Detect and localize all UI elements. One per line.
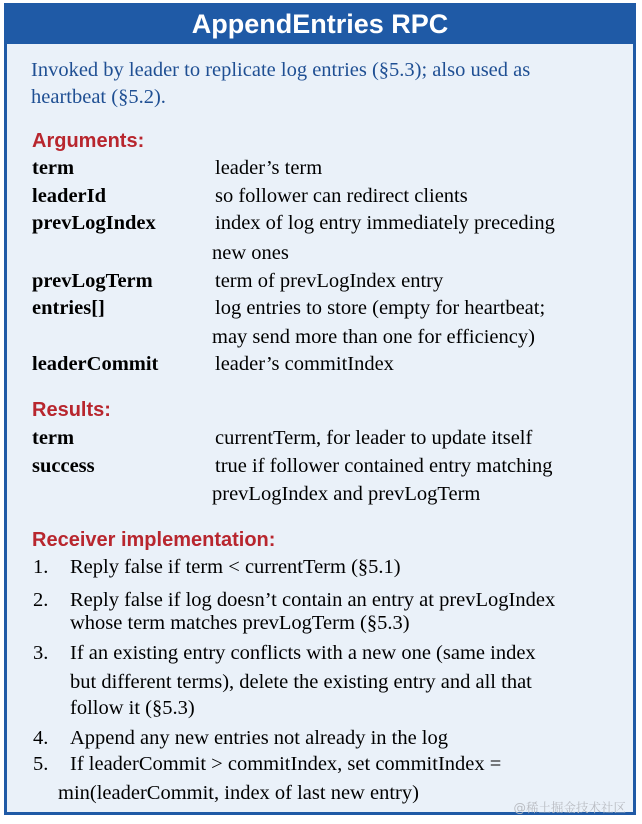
result-term-desc: currentTerm, for leader to update itself [215, 427, 533, 449]
result-term: term [32, 427, 75, 449]
step-3-line-2: but different terms), delete the existing entry and all that [70, 671, 532, 693]
param-prevLogIndex-desc-2: new ones [212, 242, 289, 264]
param-prevLogTerm-desc: term of prevLogIndex entry [215, 270, 444, 292]
param-term: term [32, 157, 75, 179]
step-3-number: 3. [33, 642, 49, 664]
step-3-line-3: follow it (§5.3) [70, 697, 195, 719]
card-title: AppendEntries RPC [191, 9, 449, 39]
param-leaderId-desc: so follower can redirect clients [215, 185, 468, 207]
param-entries-desc-2: may send more than one for efficiency) [212, 326, 535, 348]
receiver-heading: Receiver implementation: [32, 529, 276, 551]
param-term-desc: leader’s term [215, 157, 323, 179]
step-2-line-2: whose term matches prevLogTerm (§5.3) [70, 612, 410, 634]
step-5-line-2: min(leaderCommit, index of last new entry) [58, 782, 419, 804]
result-success: success [32, 455, 95, 477]
step-3-line-1: If an existing entry conflicts with a new one (same index [70, 642, 536, 664]
result-success-desc-2: prevLogIndex and prevLogTerm [212, 483, 481, 505]
description-line-2: heartbeat (§5.2). [31, 86, 166, 108]
step-2-line-1: Reply false if log doesn’t contain an entry at prevLogIndex [70, 589, 556, 611]
results-heading: Results: [32, 399, 111, 421]
param-prevLogTerm: prevLogTerm [32, 270, 153, 292]
watermark: @稀土掘金技术社区 [513, 800, 626, 815]
arguments-heading: Arguments: [32, 130, 145, 152]
param-leaderCommit: leaderCommit [32, 353, 159, 375]
param-leaderCommit-desc: leader’s commitIndex [215, 353, 394, 375]
title-bar [7, 6, 633, 44]
step-4-number: 4. [33, 727, 49, 749]
step-1-line-1: Reply false if term < currentTerm (§5.1) [70, 556, 401, 578]
rpc-card [4, 3, 636, 815]
param-entries-desc-1: log entries to store (empty for heartbeat; [215, 297, 546, 319]
step-1-number: 1. [33, 556, 49, 578]
param-entries: entries[] [32, 297, 105, 319]
step-4-line-1: Append any new entries not already in the log [70, 727, 448, 749]
param-leaderId: leaderId [32, 185, 107, 207]
step-5-line-1: If leaderCommit > commitIndex, set commitIndex = [70, 753, 502, 775]
param-prevLogIndex-desc-1: index of log entry immediately preceding [215, 212, 555, 234]
step-5-number: 5. [33, 753, 49, 775]
param-prevLogIndex: prevLogIndex [32, 212, 156, 234]
description-line-1: Invoked by leader to replicate log entries (§5.3); also used as [31, 59, 531, 81]
step-2-number: 2. [33, 589, 49, 611]
result-success-desc-1: true if follower contained entry matching [215, 455, 553, 477]
